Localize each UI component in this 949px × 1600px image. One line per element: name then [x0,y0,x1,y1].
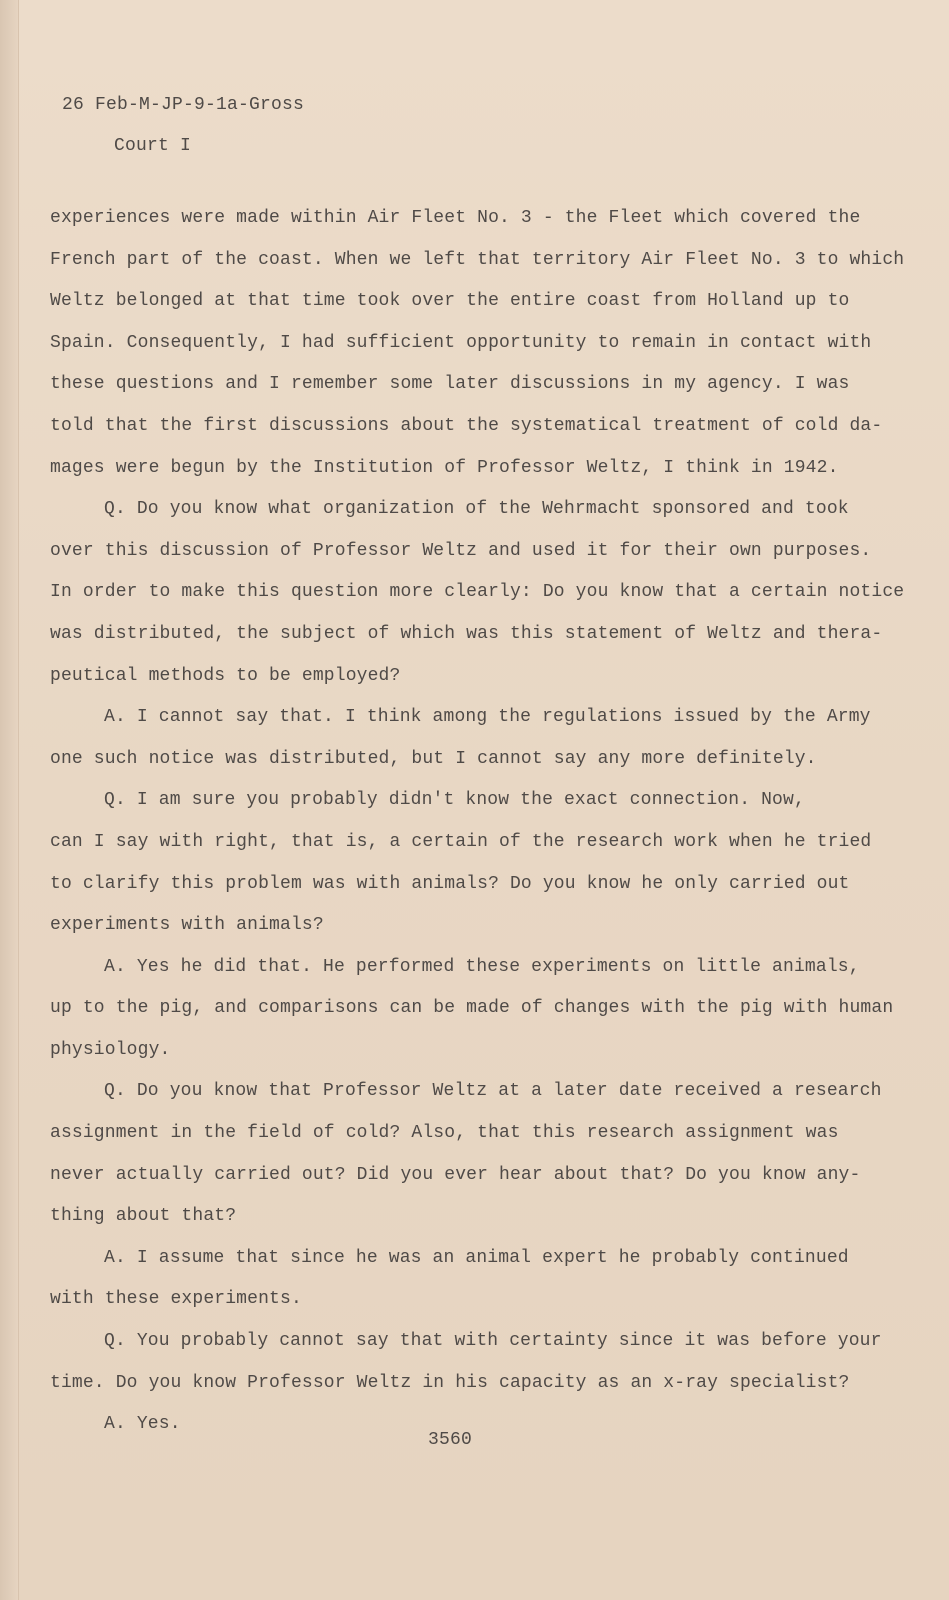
transcript-body [50,198,905,1446]
transcript-line: Q. You probably cannot say that with certainty since it was before your [104,1331,882,1352]
document-reference: 26 Feb-M-JP-9-1a-Gross [62,95,305,115]
transcript-line: these questions and I remember some later discussions in my agency. I was [50,374,850,395]
transcript-line: A. Yes. [104,1414,181,1435]
court-label: Court I [114,136,192,156]
transcript-line: never actually carried out? Did you ever hear about that? Do you know any- [50,1164,861,1185]
transcript-line: peutical methods to be employed? [50,665,401,686]
transcript-line: experiments with animals? [50,915,324,936]
transcript-line: with these experiments. [50,1289,302,1310]
transcript-line: experiences were made within Air Fleet No. 3 - the Fleet which covered the [50,208,861,228]
transcript-line: A. Yes he did that. He performed these experiments on little animals, [104,956,860,977]
transcript-line: Q. I am sure you probably didn't know the exact connection. Now, [104,790,805,811]
transcript-line: to clarify this problem was with animals? Do you know he only carried out [50,873,850,894]
transcript-line: Weltz belonged at that time took over the entire coast from Holland up to [50,291,850,312]
transcript-line: Q. Do you know what organization of the Wehrmacht sponsored and took [104,499,849,520]
transcript-line: A. I assume that since he was an animal expert he probably continued [104,1247,849,1268]
transcript-line: Q. Do you know that Professor Weltz at a later date received a research [104,1081,882,1102]
transcript-line: physiology. [50,1039,171,1060]
transcript-line: one such notice was distributed, but I cannot say any more definitely. [50,748,817,769]
transcript-line: Spain. Consequently, I had sufficient opportunity to remain in contact with [50,332,872,353]
page-number: 3560 [428,1430,473,1450]
transcript-line: can I say with right, that is, a certain of the research work when he tried [50,831,872,852]
transcript-line: up to the pig, and comparisons can be made of changes with the pig with human [50,998,894,1019]
transcript-line: was distributed, the subject of which was this statement of Weltz and thera- [50,623,883,644]
transcript-line: time. Do you know Professor Weltz in his capacity as an x-ray specialist? [50,1372,850,1393]
transcript-line: In order to make this question more clearly: Do you know that a certain notice [50,582,905,603]
transcript-line: A. I cannot say that. I think among the regulations issued by the Army [104,707,871,728]
transcript-line: told that the first discussions about the systematical treatment of cold da- [50,415,883,436]
paper-edge [0,0,19,1600]
transcript-line: French part of the coast. When we left that territory Air Fleet No. 3 to which [50,249,905,270]
transcript-line: assignment in the field of cold? Also, that this research assignment was [50,1123,839,1144]
transcript-line: thing about that? [50,1206,237,1227]
transcript-line: mages were begun by the Institution of Professor Weltz, I think in 1942. [50,457,839,478]
transcript-line: over this discussion of Professor Weltz and used it for their own purposes. [50,540,872,561]
